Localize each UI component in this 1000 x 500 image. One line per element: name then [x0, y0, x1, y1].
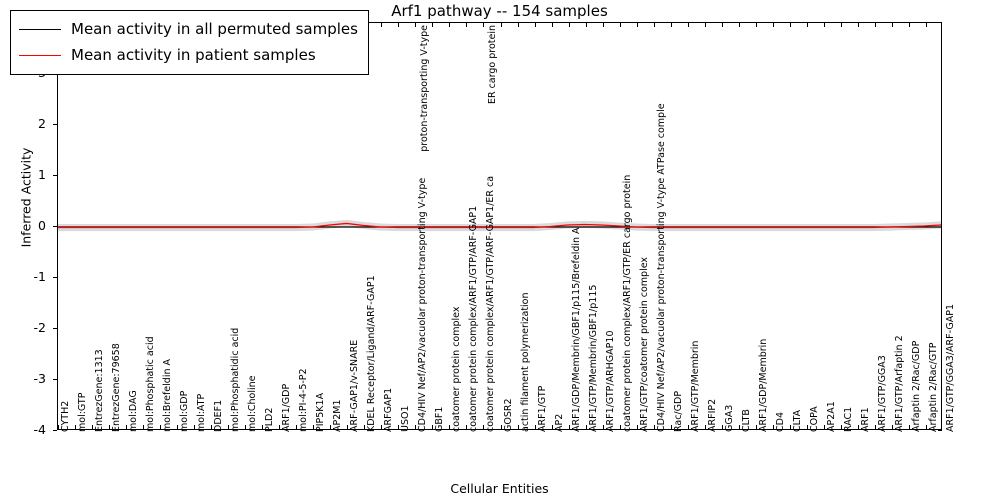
x-tick-label: Arfaptin 2/Rac/GTP	[927, 342, 939, 432]
x-tick-label: Arfaptin 2/Rac/GDP	[910, 340, 922, 432]
plot-area	[57, 22, 942, 430]
x-tick-label: GBF1	[434, 406, 446, 432]
x-tick-mark	[654, 425, 655, 429]
y-tick-label: -1	[33, 269, 46, 284]
x-tick-label: CD4	[774, 412, 786, 432]
x-tick-mark	[569, 23, 570, 27]
x-tick-label: mol:Choline	[247, 375, 259, 432]
x-tick-label: ARF1	[859, 407, 871, 432]
top-annotation-label: ER cargo protein	[487, 25, 499, 105]
x-tick-mark	[671, 425, 672, 429]
x-tick-mark	[501, 23, 502, 27]
x-tick-mark	[194, 425, 195, 429]
legend	[10, 10, 369, 75]
x-tick-mark	[773, 425, 774, 429]
x-tick-mark	[449, 23, 450, 27]
x-tick-label: Rac/GDP	[672, 390, 684, 432]
error-band	[58, 220, 941, 231]
chart-title: Arf1 pathway -- 154 samples	[391, 2, 608, 20]
x-tick-mark	[807, 23, 808, 27]
x-tick-label: mol:PI-4-5-P2	[298, 368, 310, 432]
x-tick-label: CD4/HIV Nef/AP2/vacuolar proton-transporting V-type	[417, 177, 429, 432]
x-tick-label: COPA	[808, 406, 820, 432]
y-tick-label: 2	[38, 116, 46, 131]
x-tick-label: ARF1/GDP	[281, 383, 293, 432]
x-tick-mark	[92, 425, 93, 429]
x-tick-mark	[790, 425, 791, 429]
y-tick-label: 1	[38, 167, 46, 182]
x-tick-label: mol:GDP	[179, 390, 191, 432]
x-tick-mark	[552, 23, 553, 27]
x-tick-mark	[722, 425, 723, 429]
x-tick-label: PLD2	[264, 407, 276, 432]
x-tick-mark	[705, 425, 706, 429]
x-tick-label: ARF1/GTP/GGA3/ARF-GAP1	[945, 303, 956, 432]
x-tick-mark	[926, 425, 927, 429]
x-tick-mark	[875, 23, 876, 27]
x-tick-label: CLTB	[740, 409, 752, 432]
x-tick-mark	[518, 23, 519, 27]
x-tick-mark	[620, 425, 621, 429]
x-tick-mark	[603, 23, 604, 27]
x-tick-mark	[909, 425, 910, 429]
x-tick-mark	[892, 23, 893, 27]
x-tick-mark	[790, 23, 791, 27]
legend-line-patient	[19, 55, 61, 56]
x-tick-mark	[586, 23, 587, 27]
x-tick-mark	[654, 23, 655, 27]
x-tick-label: EntrezGene:79658	[111, 343, 123, 432]
x-tick-label: AP2M1	[332, 399, 344, 432]
x-tick-label: GOSR2	[502, 398, 514, 432]
x-tick-label: CLTA	[791, 409, 803, 432]
x-tick-mark	[415, 23, 416, 27]
x-tick-label: ARF1/GTP/coatomer protein complex	[638, 256, 650, 432]
y-tick-label: 0	[38, 218, 46, 233]
x-tick-mark	[858, 425, 859, 429]
x-tick-mark	[824, 23, 825, 27]
x-tick-mark	[926, 23, 927, 27]
x-tick-label: AP2	[553, 413, 565, 432]
x-tick-label: ARF1/GTP/GGA3	[876, 355, 888, 432]
x-tick-label: actin filament polymerization	[519, 292, 531, 432]
x-tick-mark	[705, 23, 706, 27]
x-tick-mark	[841, 23, 842, 27]
x-tick-label: KDEL Receptor/Ligand/ARF-GAP1	[366, 275, 378, 432]
x-tick-mark	[483, 23, 484, 27]
x-tick-label: mol:Phosphatidic acid	[230, 327, 242, 432]
x-tick-mark	[109, 425, 110, 429]
x-tick-mark	[722, 23, 723, 27]
x-tick-label: ARF1/GTP/ARHGAP10	[604, 330, 616, 432]
x-tick-label: ARF1/GTP	[536, 385, 548, 432]
x-tick-label: mol:DAG	[128, 390, 140, 432]
x-tick-mark	[807, 425, 808, 429]
x-tick-mark	[552, 425, 553, 429]
x-tick-mark	[688, 425, 689, 429]
x-tick-label: mol:Brefeldin A	[162, 358, 174, 432]
x-tick-label: coatomer protein complex	[451, 306, 463, 432]
x-tick-label: mol:Phosphatic acid	[145, 336, 157, 432]
x-tick-mark	[875, 425, 876, 429]
x-tick-label: coatomer protein complex/ARF1/GTP/ARF-GAP1	[468, 205, 480, 432]
x-axis-label: Cellular Entities	[450, 481, 549, 496]
x-tick-mark	[535, 23, 536, 27]
x-tick-label: ARF1/GDP/Membrin	[757, 338, 769, 432]
x-tick-mark	[75, 425, 76, 429]
y-tick-label: -3	[33, 371, 46, 386]
x-tick-label: coatomer protein complex/ARF1/GTP/ARF-GAP1/ER ca	[485, 175, 497, 432]
x-tick-label: ARFIP2	[706, 398, 718, 432]
x-tick-mark	[824, 425, 825, 429]
x-tick-label: ARF1/GTP/Arfaptin 2	[893, 335, 905, 432]
x-tick-mark	[773, 23, 774, 27]
x-tick-mark	[671, 23, 672, 27]
x-tick-label: DDEF1	[213, 399, 225, 432]
series-canvas	[58, 23, 941, 429]
x-tick-mark	[637, 23, 638, 27]
top-annotation-label: proton-transporting V-type	[419, 25, 431, 152]
x-tick-mark	[586, 425, 587, 429]
x-tick-label: CYTH2	[60, 400, 71, 432]
x-tick-label: mol:GTP	[77, 392, 89, 432]
x-tick-mark	[466, 23, 467, 27]
x-tick-mark	[688, 23, 689, 27]
y-tick-label: -4	[33, 422, 46, 437]
legend-item-patient	[19, 42, 358, 68]
x-tick-label: GGA3	[723, 404, 735, 432]
x-tick-mark	[535, 425, 536, 429]
x-tick-mark	[381, 23, 382, 27]
x-tick-mark	[603, 425, 604, 429]
y-tick-label: -2	[33, 320, 46, 335]
x-tick-label: ARF1/GTP/Membrin/GBF1/p115	[587, 284, 599, 432]
x-tick-label: ARF1/GDP/Membrin/GBF1/p115/Brefeldin A	[570, 227, 582, 432]
x-tick-mark	[909, 23, 910, 27]
x-tick-label: EntrezGene:1313	[94, 349, 106, 432]
x-tick-mark	[501, 425, 502, 429]
x-tick-mark	[841, 425, 842, 429]
x-tick-mark	[739, 23, 740, 27]
x-tick-label: USO1	[400, 405, 412, 432]
x-tick-mark	[177, 425, 178, 429]
x-tick-label: coatomer protein complex/ARF1/GTP/ER cargo protein	[621, 174, 633, 432]
x-tick-label: mol:ATP	[196, 393, 208, 432]
x-tick-label: ARF-GAP1/v-SNARE	[349, 339, 361, 432]
x-tick-mark	[432, 23, 433, 27]
x-tick-label: RAC1	[842, 406, 854, 432]
x-tick-label: ARF1/GTP/Membrin	[689, 340, 701, 432]
x-axis-tick-labels	[57, 103, 956, 480]
x-tick-label: AP2A1	[825, 401, 837, 432]
y-axis-label: Inferred Activity	[18, 147, 34, 248]
x-tick-mark	[637, 425, 638, 429]
x-tick-mark	[58, 425, 59, 429]
x-tick-mark	[569, 425, 570, 429]
x-tick-mark	[160, 425, 161, 429]
x-tick-mark	[143, 425, 144, 429]
x-tick-mark	[620, 23, 621, 27]
x-tick-mark	[892, 425, 893, 429]
legend-line-permuted	[19, 29, 61, 30]
x-tick-label: PIP5K1A	[315, 392, 327, 432]
x-tick-mark	[739, 425, 740, 429]
x-tick-mark	[518, 425, 519, 429]
x-tick-mark	[756, 23, 757, 27]
x-tick-mark	[756, 425, 757, 429]
x-tick-mark	[858, 23, 859, 27]
x-tick-label: CD4/HIV Nef/AP2/vacuolar proton-transporting V-type ATPase comple	[655, 103, 667, 432]
legend-label-patient: Mean activity in patient samples	[71, 46, 316, 64]
legend-label-permuted: Mean activity in all permuted samples	[71, 20, 358, 38]
x-tick-mark	[126, 425, 127, 429]
legend-item-permuted	[19, 16, 358, 42]
x-tick-mark	[398, 23, 399, 27]
x-tick-label: ARFGAP1	[383, 387, 395, 432]
